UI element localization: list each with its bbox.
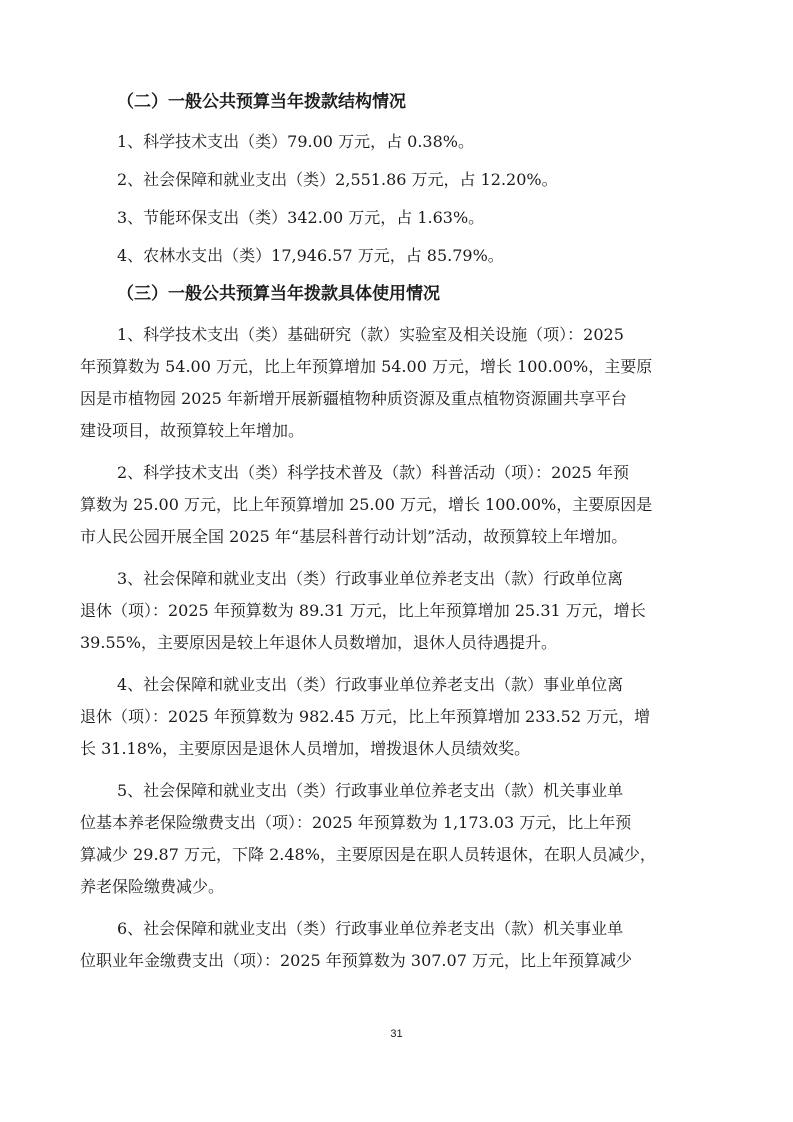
paragraph	[80, 563, 715, 659]
paragraph-line: 2、科学技术支出（类）科学技术普及（款）科普活动（项）：2025 年预	[117, 463, 629, 482]
page-number: 31	[390, 1028, 403, 1040]
paragraph-line: 算数为 25.00 万元，比上年预算增加 25.00 万元，增长 100.00%，主要原因是	[80, 495, 653, 514]
paragraph-line: 退休（项）：2025 年预算数为 982.45 万元，比上年预算增加 233.52 万元，增	[80, 707, 651, 726]
list-item: 1、科学技术支出（类）79.00 万元，占 0.38%。	[117, 132, 474, 151]
paragraph-line: 4、社会保障和就业支出（类）行政事业单位养老支出（款）事业单位离	[117, 675, 624, 694]
paragraph-line: 养老保险缴费减少。	[80, 877, 225, 896]
paragraph	[80, 913, 715, 977]
paragraph-line: 位基本养老保险缴费支出（项）：2025 年预算数为 1,173.03 万元，比上年预	[80, 813, 632, 832]
paragraph-line: 退休（项）：2025 年预算数为 89.31 万元，比上年预算增加 25.31 万元，增长	[80, 601, 646, 620]
section-heading-appropriation-usage: （三）一般公共预算当年拨款具体使用情况	[117, 284, 440, 304]
page-content	[80, 86, 715, 977]
paragraph-line: 长 31.18%，主要原因是退休人员增加，增拨退休人员绩效奖。	[80, 739, 531, 758]
paragraph-line: 1、科学技术支出（类）基础研究（款）实验室及相关设施（项）：2025	[117, 325, 624, 344]
paragraph	[80, 669, 715, 765]
paragraph-line: 年预算数为 54.00 万元，比上年预算增加 54.00 万元，增长 100.00%，主要原	[80, 357, 653, 376]
list-item: 4、农林水支出（类）17,946.57 万元，占 85.79%。	[117, 246, 504, 265]
paragraph-line: 位职业年金缴费支出（项）：2025 年预算数为 307.07 万元，比上年预算减少	[80, 951, 632, 970]
paragraph	[80, 319, 715, 447]
list-item: 2、社会保障和就业支出（类）2,551.86 万元，占 12.20%。	[117, 170, 558, 189]
paragraph-line: 3、社会保障和就业支出（类）行政事业单位养老支出（款）行政单位离	[117, 569, 624, 588]
paragraph-line: 5、社会保障和就业支出（类）行政事业单位养老支出（款）机关事业单	[117, 781, 624, 800]
list-item: 3、节能环保支出（类）342.00 万元，占 1.63%。	[117, 208, 485, 227]
paragraph	[80, 775, 715, 903]
paragraph	[80, 457, 715, 553]
paragraph-line: 6、社会保障和就业支出（类）行政事业单位养老支出（款）机关事业单	[117, 919, 624, 938]
paragraph-line: 算减少 29.87 万元，下降 2.48%，主要原因是在职人员转退休，在职人员减少，	[80, 845, 656, 864]
paragraph-line: 建设项目，故预算较上年增加。	[80, 421, 305, 440]
paragraph-line: 市人民公园开展全国 2025 年“基层科普行动计划”活动，故预算较上年增加。	[80, 527, 628, 546]
paragraph-line: 因是市植物园 2025 年新增开展新疆植物种质资源及重点植物资源圃共享平台	[80, 389, 627, 408]
section-heading-appropriation-structure: （二）一般公共预算当年拨款结构情况	[117, 92, 406, 112]
paragraph-line: 39.55%，主要原因是较上年退休人员数增加，退休人员待遇提升。	[80, 633, 558, 652]
